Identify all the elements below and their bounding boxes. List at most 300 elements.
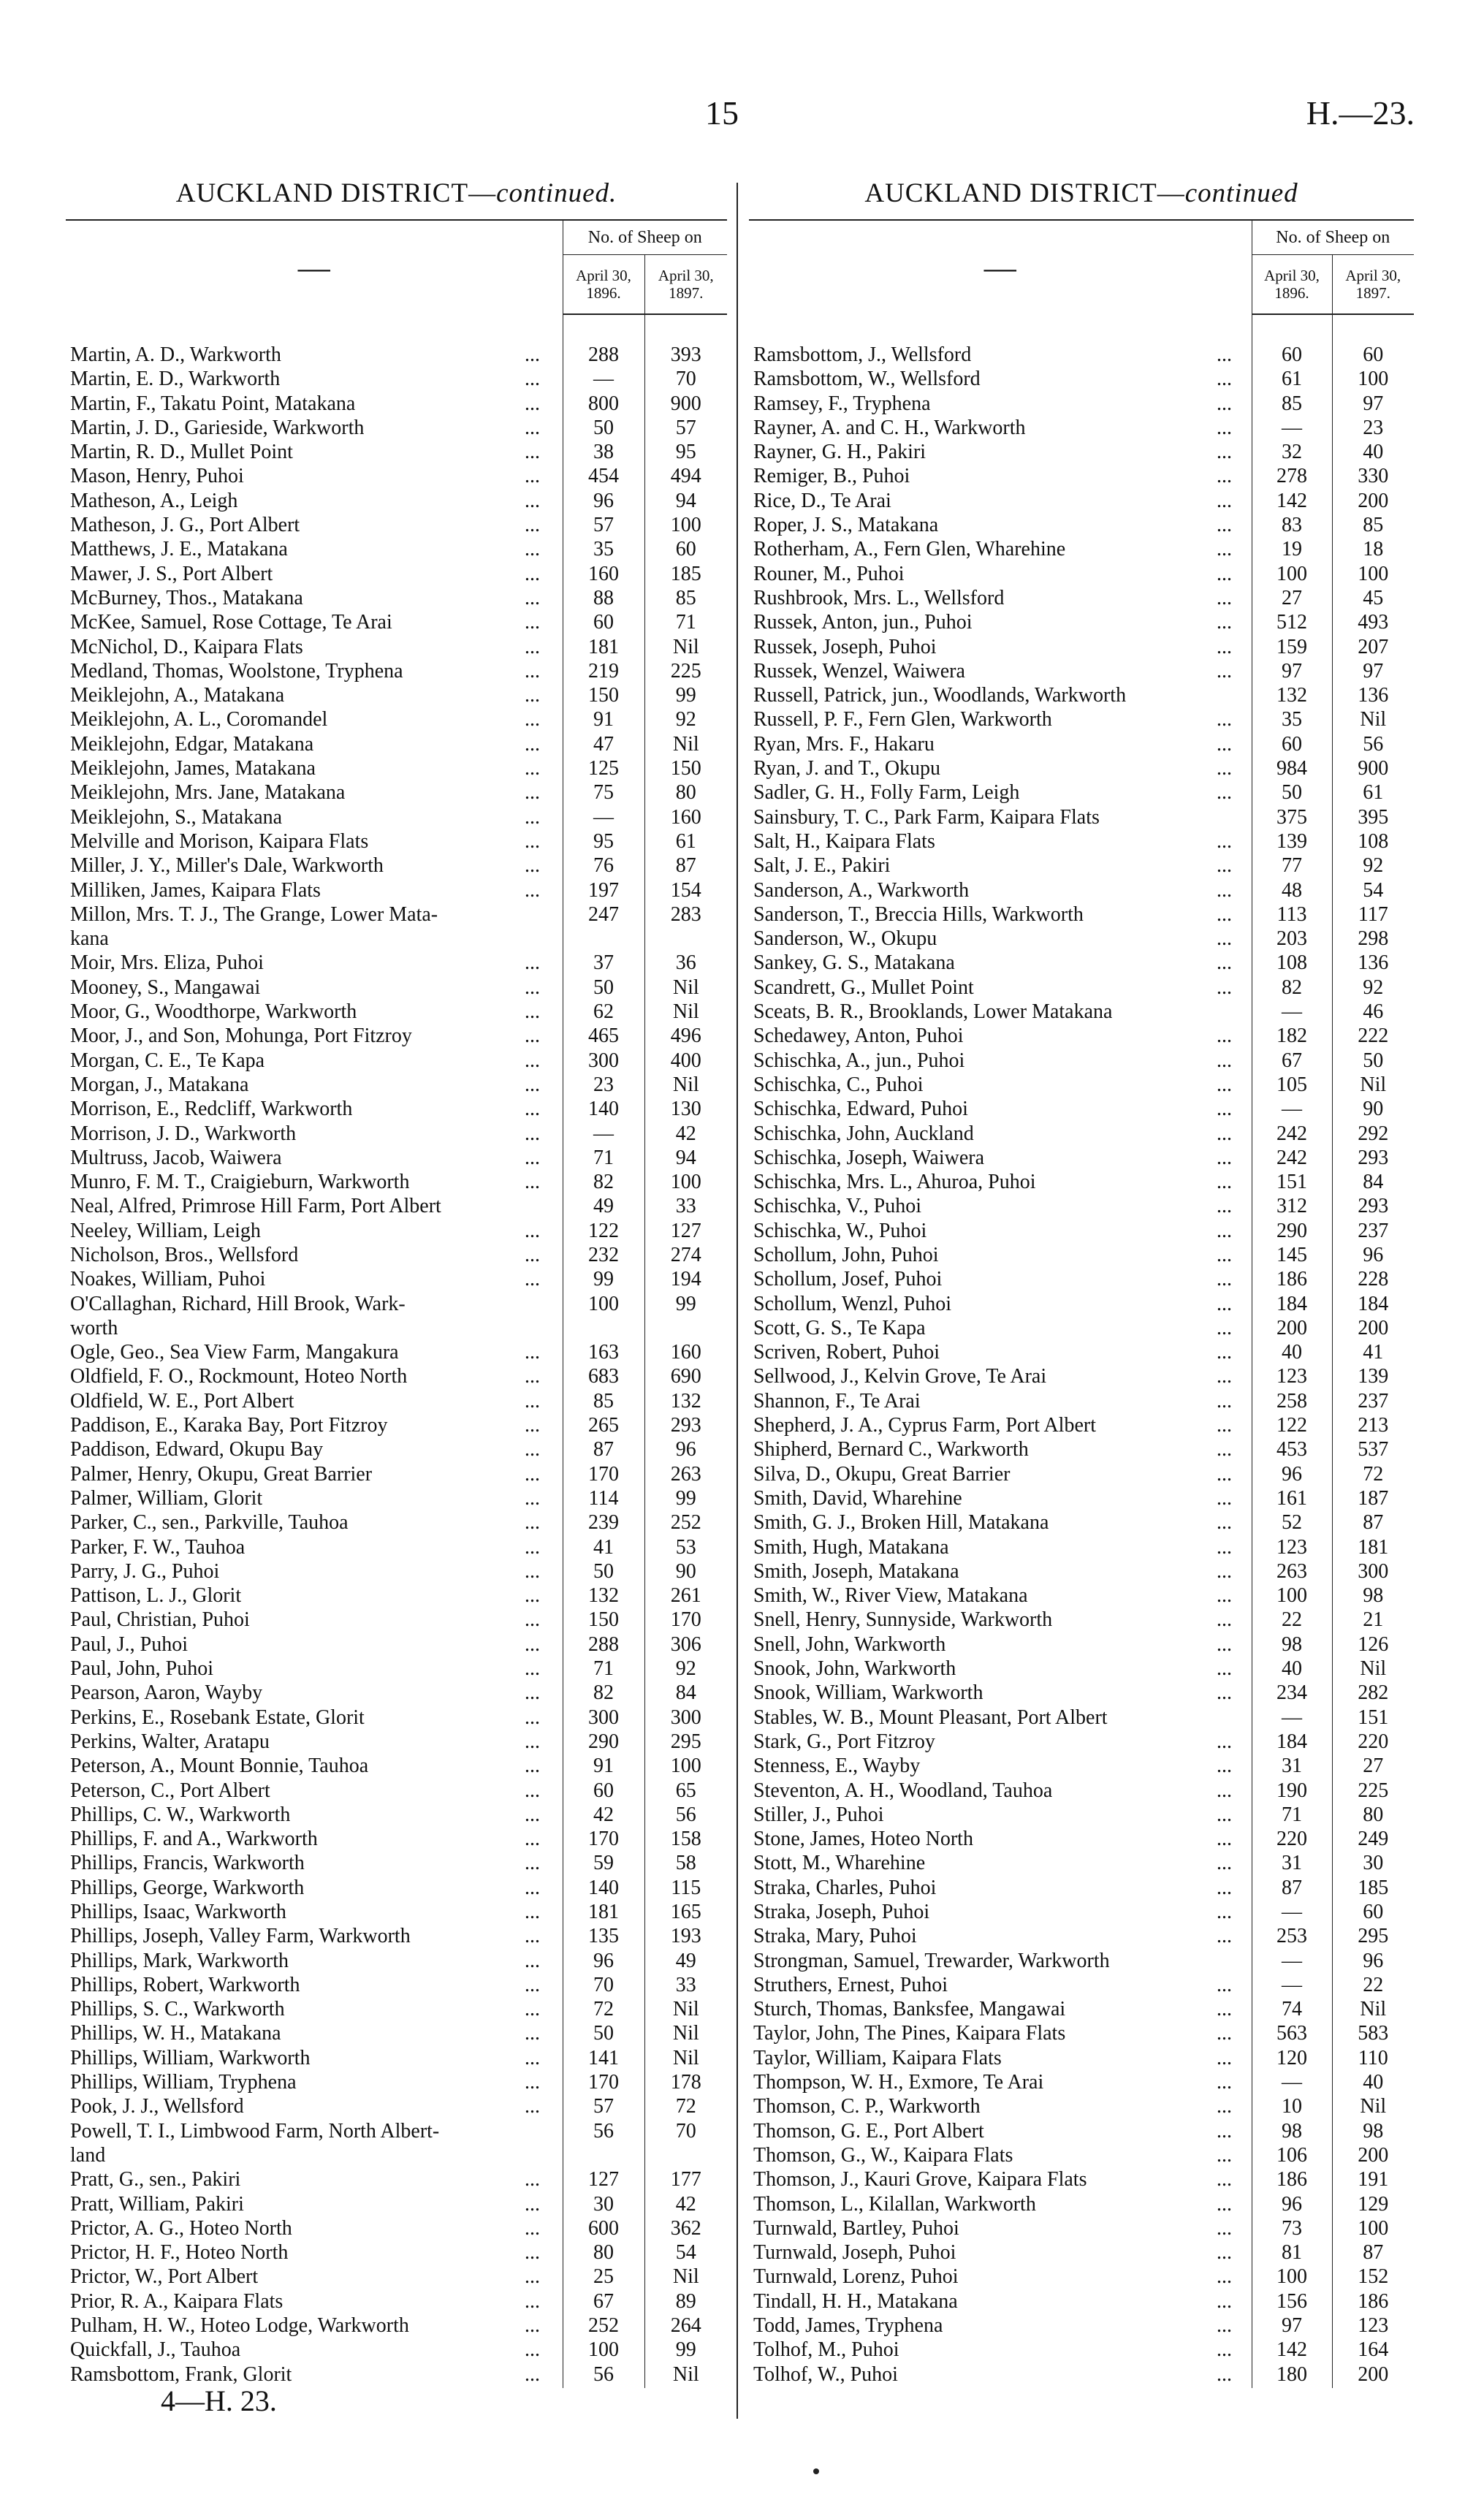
table-row bbox=[66, 734, 727, 758]
holder-name: Meiklejohn, Edgar, Matakana bbox=[70, 733, 314, 756]
holder-name: Schollum, John, Puhoi bbox=[753, 1244, 939, 1266]
table-row bbox=[749, 1828, 1414, 1852]
sheep-1897: 282 bbox=[1332, 1682, 1414, 1706]
leader-dots: ... bbox=[1217, 1122, 1232, 1145]
leader-dots: ... bbox=[525, 1585, 540, 1608]
holder-name: Sanderson, A., Warkworth bbox=[753, 879, 970, 902]
leader-dots: ... bbox=[525, 1999, 540, 2021]
sheep-1896: 232 bbox=[563, 1244, 644, 1269]
sheep-1897: Nil bbox=[644, 1999, 727, 2023]
sheep-1897: 132 bbox=[644, 1391, 727, 1415]
sheep-1897: 252 bbox=[644, 1512, 727, 1536]
sheep-1897: 151 bbox=[1332, 1707, 1414, 1731]
leader-dots: ... bbox=[1217, 976, 1232, 999]
holder-name: Pulham, H. W., Hoteo Lodge, Warkworth bbox=[70, 2315, 409, 2338]
table-row bbox=[749, 588, 1414, 612]
sheep-1896: 31 bbox=[1252, 1755, 1332, 1779]
sheep-1897: 50 bbox=[1332, 1050, 1414, 1074]
sheep-1897: 127 bbox=[644, 1220, 727, 1244]
leader-dots: ... bbox=[525, 368, 540, 391]
leader-dots: ... bbox=[1217, 2169, 1232, 2191]
sheep-1896: 100 bbox=[1252, 563, 1332, 588]
heading-suffix: continued bbox=[1184, 178, 1298, 208]
holder-name: Schischka, A., jun., Puhoi bbox=[753, 1049, 965, 1072]
table-row bbox=[66, 612, 727, 636]
sheep-1897: 80 bbox=[1332, 1804, 1414, 1828]
leader-dots: ... bbox=[1217, 1439, 1232, 1461]
leader-dots: ... bbox=[1217, 344, 1232, 366]
sheep-1897: 40 bbox=[1332, 441, 1414, 465]
leader-dots: ... bbox=[1217, 2193, 1232, 2216]
sheep-count-header: No. of Sheep on bbox=[563, 220, 727, 255]
sheep-1897: 123 bbox=[1332, 2315, 1414, 2339]
holder-name: Matheson, J. G., Port Albert bbox=[70, 514, 300, 537]
sheep-1897: 94 bbox=[644, 1147, 727, 1171]
leader-dots: ... bbox=[525, 830, 540, 853]
table-row bbox=[749, 1634, 1414, 1658]
section-heading-left bbox=[66, 175, 727, 219]
holder-name: Medland, Thomas, Woolstone, Tryphena bbox=[70, 660, 403, 683]
holder-name: Sainsbury, T. C., Park Farm, Kaipara Flats bbox=[753, 806, 1100, 829]
leader-dots: ... bbox=[525, 1439, 540, 1461]
holder-name: Schischka, John, Auckland bbox=[753, 1122, 974, 1145]
sheep-1896: 465 bbox=[563, 1025, 644, 1049]
sheep-1897: 22 bbox=[1332, 1974, 1414, 1999]
sheep-1897: 228 bbox=[1332, 1269, 1414, 1293]
sheep-1896: 73 bbox=[1252, 2218, 1332, 2242]
table-row bbox=[749, 393, 1414, 417]
sheep-1897: 97 bbox=[1332, 393, 1414, 417]
sheep-1897: Nil bbox=[1332, 1999, 1414, 2023]
holder-name: Parker, F. W., Tauhoa bbox=[70, 1536, 246, 1559]
leader-dots: ... bbox=[1217, 2096, 1232, 2118]
leader-dots: ... bbox=[525, 1512, 540, 1535]
sheep-1896: 91 bbox=[563, 709, 644, 733]
holder-name: Peterson, C., Port Albert bbox=[70, 1779, 270, 1802]
holder-name: Sceats, B. R., Brooklands, Lower Matakana bbox=[753, 1001, 1113, 1024]
sheep-1897: Nil bbox=[644, 977, 727, 1001]
table-row bbox=[749, 539, 1414, 563]
sheep-1896: 290 bbox=[563, 1731, 644, 1755]
sheep-1896: 27 bbox=[1252, 588, 1332, 612]
sheep-1897: 94 bbox=[644, 490, 727, 514]
date-1896-header: April 30, 1896. bbox=[563, 255, 644, 315]
table-row bbox=[749, 514, 1414, 539]
leader-dots: ... bbox=[525, 1049, 540, 1072]
holder-name: Stott, M., Wharehine bbox=[753, 1852, 926, 1875]
holder-name: Sturch, Thomas, Banksfee, Mangawai bbox=[753, 1999, 1066, 2021]
sheep-1897: 90 bbox=[644, 1561, 727, 1585]
sheep-1896: 197 bbox=[563, 880, 644, 904]
holder-name: Stiller, J., Puhoi bbox=[753, 1803, 884, 1826]
leader-dots: ... bbox=[1217, 758, 1232, 780]
sheep-1897: 115 bbox=[644, 1877, 727, 1901]
section-heading-right bbox=[749, 175, 1414, 219]
holder-name: Thompson, W. H., Exmore, Te Arai bbox=[753, 2072, 1044, 2094]
holder-name: O'Callaghan, Richard, Hill Brook, Wark- bbox=[70, 1293, 406, 1315]
sheep-1896: 87 bbox=[1252, 1877, 1332, 1901]
table-row bbox=[66, 1925, 727, 1950]
sheep-1897: 261 bbox=[644, 1585, 727, 1609]
sheep-1897: 72 bbox=[1332, 1464, 1414, 1488]
sheep-1896 bbox=[563, 2145, 644, 2169]
table-row bbox=[66, 1439, 727, 1463]
sheep-1897: Nil bbox=[644, 2048, 727, 2072]
table-row bbox=[66, 1585, 727, 1609]
holder-name: Millon, Mrs. T. J., The Grange, Lower Mata- bbox=[70, 903, 438, 926]
sheep-1896: 96 bbox=[1252, 2194, 1332, 2218]
sheep-1896: 98 bbox=[1252, 2121, 1332, 2145]
leader-dots: ... bbox=[525, 1342, 540, 1364]
sheep-1897: 191 bbox=[1332, 2169, 1414, 2193]
holder-name: Phillips, William, Warkworth bbox=[70, 2047, 311, 2069]
leader-dots: ... bbox=[525, 1633, 540, 1656]
leader-dots: ... bbox=[1217, 2072, 1232, 2094]
sheep-1897: 152 bbox=[1332, 2266, 1414, 2290]
sheep-1896: 82 bbox=[1252, 977, 1332, 1001]
page-number: 15 bbox=[705, 94, 739, 132]
table-row bbox=[749, 1074, 1414, 1098]
sheep-1896: 200 bbox=[1252, 1318, 1332, 1342]
holder-name: Rice, D., Te Arai bbox=[753, 490, 891, 512]
sheep-1897: 283 bbox=[644, 904, 727, 928]
table-row bbox=[66, 2291, 727, 2315]
table-row bbox=[749, 831, 1414, 855]
sheep-1897: 293 bbox=[644, 1415, 727, 1439]
sheep-1897: 225 bbox=[1332, 1780, 1414, 1804]
sheep-1897: 87 bbox=[644, 855, 727, 879]
sheep-1897 bbox=[644, 2145, 727, 2169]
sheep-1897: 100 bbox=[644, 1171, 727, 1195]
holder-name: Phillips, Joseph, Valley Farm, Warkworth bbox=[70, 1925, 411, 1948]
sheep-1897: 293 bbox=[1332, 1147, 1414, 1171]
holder-name: Melville and Morison, Kaipara Flats bbox=[70, 830, 369, 853]
holder-name: Thomson, G. E., Port Albert bbox=[753, 2120, 984, 2143]
page-dot bbox=[813, 2468, 819, 2474]
sheep-1897: 36 bbox=[644, 952, 727, 976]
leader-dots: ... bbox=[525, 1001, 540, 1024]
sheep-1896: 97 bbox=[1252, 661, 1332, 685]
sheep-1897: 23 bbox=[1332, 417, 1414, 441]
holder-name: Schedawey, Anton, Puhoi bbox=[753, 1025, 964, 1048]
table-row bbox=[66, 441, 727, 465]
table-row bbox=[66, 1244, 727, 1269]
holder-name: Phillips, Isaac, Warkworth bbox=[70, 1901, 286, 1923]
holder-name: Rayner, A. and C. H., Warkworth bbox=[753, 417, 1026, 439]
holder-name: Martin, A. D., Warkworth bbox=[70, 344, 281, 366]
table-row bbox=[749, 2218, 1414, 2242]
sheep-1896: 288 bbox=[563, 1634, 644, 1658]
sheep-1897: 18 bbox=[1332, 539, 1414, 563]
sheep-1897: 139 bbox=[1332, 1366, 1414, 1390]
sheep-1896: 74 bbox=[1252, 1999, 1332, 2023]
table-row bbox=[749, 2291, 1414, 2315]
holder-name: Mawer, J. S., Port Albert bbox=[70, 563, 273, 585]
table-row bbox=[66, 2048, 727, 2072]
holder-name: Smith, Hugh, Matakana bbox=[753, 1536, 949, 1559]
holder-name: Straka, Joseph, Puhoi bbox=[753, 1901, 930, 1923]
sheep-1897: 200 bbox=[1332, 490, 1414, 514]
leader-dots: ... bbox=[1217, 1682, 1232, 1705]
sheep-1897: 99 bbox=[644, 1293, 727, 1318]
sheep-1896: 108 bbox=[1252, 952, 1332, 976]
holder-name: Russek, Wenzel, Waiwera bbox=[753, 660, 965, 683]
holder-name: Phillips, S. C., Warkworth bbox=[70, 1999, 285, 2021]
leader-dots: ... bbox=[1217, 660, 1232, 683]
sheep-1897: 70 bbox=[644, 2121, 727, 2145]
leader-dots bbox=[525, 1318, 563, 1342]
sheep-1896: 140 bbox=[563, 1098, 644, 1122]
sheep-1896: 60 bbox=[563, 612, 644, 636]
sheep-1897: 27 bbox=[1332, 1755, 1414, 1779]
sheep-1896: 42 bbox=[563, 1804, 644, 1828]
table-row bbox=[749, 1098, 1414, 1122]
holder-name: Schischka, Mrs. L., Ahuroa, Puhoi bbox=[753, 1171, 1036, 1194]
column-divider bbox=[737, 183, 738, 2419]
table-row bbox=[749, 2096, 1414, 2120]
table-row bbox=[749, 904, 1414, 928]
sheep-1896: 50 bbox=[563, 2023, 644, 2047]
sheep-1896: 454 bbox=[563, 465, 644, 490]
holder-name: Oldfield, F. O., Rockmount, Hoteo North bbox=[70, 1366, 408, 1388]
table-row bbox=[749, 1366, 1414, 1390]
leader-dots: ... bbox=[1217, 855, 1232, 878]
leader-dots: ... bbox=[1217, 1609, 1232, 1632]
holder-name: Smith, David, Wharehine bbox=[753, 1487, 962, 1510]
sheep-1896: 35 bbox=[563, 539, 644, 563]
sheep-1896: 81 bbox=[1252, 2242, 1332, 2266]
sheep-1897: 165 bbox=[644, 1901, 727, 1925]
table-row bbox=[749, 1001, 1414, 1025]
sheep-1896: 38 bbox=[563, 441, 644, 465]
leader-dots: ... bbox=[1217, 1220, 1232, 1242]
sheep-1897: 33 bbox=[644, 1974, 727, 1999]
holder-name: Snook, John, Warkworth bbox=[753, 1658, 956, 1681]
sheep-1896: 57 bbox=[563, 514, 644, 539]
leader-dots: ... bbox=[1217, 1779, 1232, 1802]
sheep-1897: 187 bbox=[1332, 1488, 1414, 1512]
sheep-1897: 21 bbox=[1332, 1609, 1414, 1633]
leader-dots: ... bbox=[525, 514, 540, 537]
sheep-1896: 170 bbox=[563, 1464, 644, 1488]
sheep-1897: 220 bbox=[1332, 1731, 1414, 1755]
sheep-1896: 10 bbox=[1252, 2096, 1332, 2120]
sheep-1896: 31 bbox=[1252, 1852, 1332, 1877]
leader-dots: ... bbox=[1217, 1512, 1232, 1535]
table-row bbox=[66, 344, 727, 368]
sheep-1897: Nil bbox=[644, 1074, 727, 1098]
table-row bbox=[749, 1488, 1414, 1512]
sheep-table-left bbox=[66, 219, 727, 2388]
sheep-1897: 45 bbox=[1332, 588, 1414, 612]
leader-dots: ... bbox=[525, 2363, 540, 2386]
table-row bbox=[66, 1171, 727, 1195]
table-row bbox=[66, 1755, 727, 1779]
sheep-1896: 156 bbox=[1252, 2291, 1332, 2315]
leader-dots: ... bbox=[1217, 465, 1232, 488]
table-row bbox=[66, 2194, 727, 2218]
holder-name: Martin, J. D., Garieside, Warkworth bbox=[70, 417, 365, 439]
table-row bbox=[749, 1147, 1414, 1171]
table-row bbox=[66, 685, 727, 709]
leader-dots: ... bbox=[1217, 903, 1232, 926]
holder-name: Stenness, E., Wayby bbox=[753, 1755, 921, 1778]
leader-dots: ... bbox=[525, 1487, 540, 1510]
sheep-1896: 57 bbox=[563, 2096, 644, 2120]
sheep-1896: 62 bbox=[563, 1001, 644, 1025]
table-row bbox=[749, 465, 1414, 490]
leader-dots: ... bbox=[1217, 2217, 1232, 2240]
sheep-1897: 494 bbox=[644, 465, 727, 490]
table-row bbox=[749, 1293, 1414, 1318]
table-row bbox=[66, 1391, 727, 1415]
sheep-1897: 99 bbox=[644, 2339, 727, 2363]
table-row bbox=[749, 709, 1414, 733]
sheep-1897: 87 bbox=[1332, 1512, 1414, 1536]
sheep-1897: 30 bbox=[1332, 1852, 1414, 1877]
sheep-1897: 100 bbox=[1332, 368, 1414, 392]
leader-dots: ... bbox=[525, 2217, 540, 2240]
sheep-1896: 181 bbox=[563, 636, 644, 661]
table-row bbox=[66, 2266, 727, 2290]
sheep-1897: 537 bbox=[1332, 1439, 1414, 1463]
table-row bbox=[749, 977, 1414, 1001]
leader-dots: ... bbox=[525, 1025, 540, 1048]
sheep-1896: 22 bbox=[1252, 1609, 1332, 1633]
leader-dots: ... bbox=[1217, 709, 1232, 731]
leader-dots: ... bbox=[1217, 2120, 1232, 2143]
holder-name: Russek, Joseph, Puhoi bbox=[753, 636, 937, 658]
table-row bbox=[66, 807, 727, 831]
holder-name: Sellwood, J., Kelvin Grove, Te Arai bbox=[753, 1366, 1047, 1388]
table-row bbox=[749, 1707, 1414, 1731]
table-row bbox=[66, 1488, 727, 1512]
sheep-1896: — bbox=[1252, 1901, 1332, 1925]
leader-dots: ... bbox=[525, 441, 540, 464]
sheep-1896: 182 bbox=[1252, 1025, 1332, 1049]
sheep-1897: 108 bbox=[1332, 831, 1414, 855]
leader-dots: ... bbox=[1217, 2363, 1232, 2386]
sheep-1897: 33 bbox=[644, 1195, 727, 1220]
table-row bbox=[66, 1050, 727, 1074]
leader-dots: ... bbox=[525, 1171, 540, 1194]
table-row bbox=[66, 1366, 727, 1390]
holder-name: McKee, Samuel, Rose Cottage, Te Arai bbox=[70, 612, 392, 634]
sheep-1897: 85 bbox=[644, 588, 727, 612]
sheep-1896: 95 bbox=[563, 831, 644, 855]
sheep-1896: 150 bbox=[563, 685, 644, 709]
holder-name: Ramsey, F., Tryphena bbox=[753, 392, 931, 415]
holder-name: Stark, G., Port Fitzroy bbox=[753, 1730, 935, 1753]
table-row bbox=[749, 1269, 1414, 1293]
holder-name: Parker, C., sen., Parkville, Tauhoa bbox=[70, 1512, 349, 1535]
leader-dots: ... bbox=[1217, 417, 1232, 439]
sheep-1897: 60 bbox=[1332, 344, 1414, 368]
sheep-1896: 50 bbox=[563, 417, 644, 441]
table-row bbox=[66, 563, 727, 588]
leader-dots: ... bbox=[525, 1852, 540, 1875]
table-row bbox=[749, 1050, 1414, 1074]
table-row bbox=[66, 1269, 727, 1293]
table-row bbox=[66, 539, 727, 563]
sheep-1896: 263 bbox=[1252, 1561, 1332, 1585]
table-row bbox=[749, 2364, 1414, 2388]
holder-name: Ryan, Mrs. F., Hakaru bbox=[753, 733, 935, 756]
table-row bbox=[749, 441, 1414, 465]
table-row bbox=[66, 2072, 727, 2096]
sheep-1896: — bbox=[1252, 1001, 1332, 1025]
leader-dots: ... bbox=[525, 879, 540, 902]
holder-name: Phillips, C. W., Warkworth bbox=[70, 1803, 291, 1826]
table-row bbox=[66, 1682, 727, 1706]
sheep-1897: 99 bbox=[644, 1488, 727, 1512]
leader-dots: ... bbox=[525, 1682, 540, 1705]
holder-name: Shannon, F., Te Arai bbox=[753, 1390, 921, 1413]
sheep-1896: 278 bbox=[1252, 465, 1332, 490]
leader-dots: ... bbox=[525, 709, 540, 731]
sheep-1897: 98 bbox=[1332, 1585, 1414, 1609]
leader-dots: ... bbox=[1217, 1585, 1232, 1608]
holder-name: Meiklejohn, James, Matakana bbox=[70, 758, 316, 780]
leader-dots: ... bbox=[1217, 2047, 1232, 2069]
table-row bbox=[66, 514, 727, 539]
sheep-1896: 96 bbox=[563, 490, 644, 514]
sheep-1897: 56 bbox=[1332, 734, 1414, 758]
table-row bbox=[749, 661, 1414, 685]
holder-name: Russell, Patrick, jun., Woodlands, Warkworth bbox=[753, 685, 1127, 707]
leader-dots: ... bbox=[525, 2096, 540, 2118]
sheep-1897: 95 bbox=[644, 441, 727, 465]
leader-dots: ... bbox=[525, 344, 540, 366]
table-row bbox=[749, 612, 1414, 636]
table-row bbox=[749, 2023, 1414, 2047]
sheep-1896: 159 bbox=[1252, 636, 1332, 661]
sheep-1896: 114 bbox=[563, 1488, 644, 1512]
table-row bbox=[66, 393, 727, 417]
sheep-1896: 125 bbox=[563, 758, 644, 782]
leader-dots: ... bbox=[525, 490, 540, 512]
table-row bbox=[66, 2339, 727, 2363]
sheep-1897: 100 bbox=[1332, 563, 1414, 588]
table-row bbox=[749, 2121, 1414, 2145]
sheep-1897 bbox=[644, 1318, 727, 1342]
table-row bbox=[749, 490, 1414, 514]
table-row bbox=[749, 1171, 1414, 1195]
sheep-1896: 253 bbox=[1252, 1925, 1332, 1950]
sheep-1897: Nil bbox=[644, 2364, 727, 2388]
leader-dots: ... bbox=[525, 392, 540, 415]
leader-dots: ... bbox=[1217, 1828, 1232, 1851]
sheep-1897: 49 bbox=[644, 1950, 727, 1974]
table-row bbox=[749, 1780, 1414, 1804]
leader-dots: ... bbox=[525, 1803, 540, 1826]
sheep-1896: 142 bbox=[1252, 490, 1332, 514]
table-row bbox=[66, 2023, 727, 2047]
table-row bbox=[749, 2145, 1414, 2169]
date-1897-header: April 30, 1897. bbox=[1332, 255, 1414, 315]
leader-dots: ... bbox=[525, 1366, 540, 1388]
sheep-1896: 563 bbox=[1252, 2023, 1332, 2047]
sheep-1897: 330 bbox=[1332, 465, 1414, 490]
sheep-1896: 184 bbox=[1252, 1293, 1332, 1318]
table-row bbox=[66, 1464, 727, 1488]
table-row bbox=[66, 2218, 727, 2242]
leader-dots: ... bbox=[1217, 1852, 1232, 1875]
table-row bbox=[66, 368, 727, 392]
leader-dots: ... bbox=[525, 587, 540, 609]
sheep-1896: 25 bbox=[563, 2266, 644, 2290]
sheep-1897: 53 bbox=[644, 1537, 727, 1561]
